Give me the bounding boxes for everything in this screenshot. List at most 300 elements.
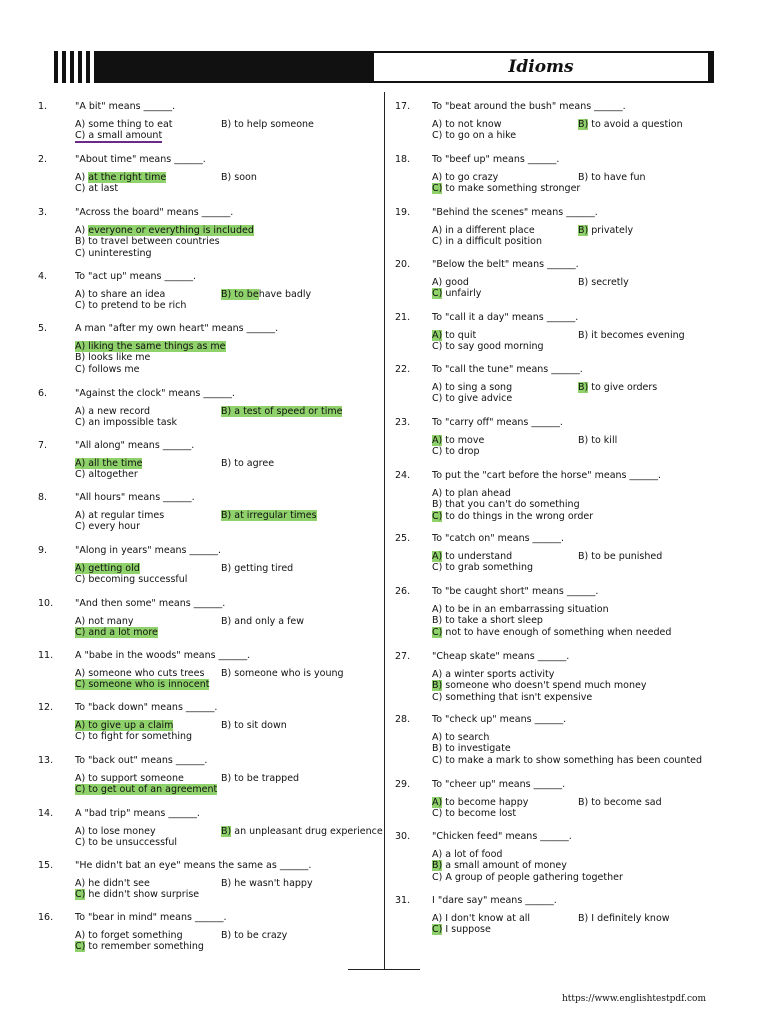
- question-number: 9.: [38, 545, 48, 556]
- option-row: [432, 680, 725, 692]
- question-item: [38, 545, 378, 586]
- answer-letter-highlight: A): [432, 550, 443, 562]
- answer-option: [75, 300, 186, 311]
- option-row: [432, 692, 725, 704]
- question-item: [38, 388, 378, 429]
- answer-letter-highlight: A): [432, 329, 443, 341]
- answer-option: [75, 341, 226, 352]
- answer-option: [432, 680, 646, 691]
- option-row: [75, 930, 378, 942]
- answer-option: [432, 277, 469, 288]
- question-item: [38, 702, 378, 743]
- question-text: "All hours" means ______.: [75, 492, 195, 503]
- answer-text: I suppose: [442, 924, 491, 935]
- option-row: [432, 913, 725, 925]
- option-row: [75, 289, 378, 301]
- question-text: "Across the board" means ______.: [75, 207, 234, 218]
- question-heading: [395, 312, 725, 324]
- option-row: [75, 406, 378, 418]
- question-heading: [395, 364, 725, 376]
- answer-text: A) to not know: [432, 118, 502, 130]
- answer-letter-highlight: A): [432, 796, 443, 808]
- answer-option: [75, 826, 156, 837]
- answer-text: unfairly: [442, 288, 482, 299]
- option-row: [75, 248, 378, 260]
- answer-option: [578, 330, 685, 342]
- option-row: [75, 352, 378, 364]
- answer-text: C) to go on a hike: [432, 130, 517, 141]
- answer-option: [432, 172, 498, 183]
- answer-letter-highlight: C): [432, 510, 443, 522]
- answer-text: C) to pretend to be rich: [75, 300, 187, 311]
- question-number: 21.: [395, 312, 411, 323]
- option-row: [432, 808, 725, 820]
- question-heading: [38, 101, 378, 113]
- answer-option: [578, 225, 633, 237]
- answer-options: [75, 458, 378, 481]
- answer-option: [432, 808, 516, 819]
- question-text: To "be caught short" means ______.: [432, 586, 599, 597]
- answer-text: B) he wasn't happy: [221, 877, 313, 889]
- answer-option: [75, 731, 192, 742]
- answer-option: [432, 130, 516, 141]
- answer-text: A) to go crazy: [432, 171, 499, 183]
- option-row: [75, 574, 378, 586]
- answer-option: [75, 510, 164, 521]
- question-heading: [38, 271, 378, 283]
- answer-option: A) everyone or everything is included: [75, 224, 254, 236]
- answer-option: [75, 469, 138, 480]
- question-item: [38, 860, 378, 901]
- question-number: 22.: [395, 364, 411, 375]
- question-text: "And then some" means ______.: [75, 598, 226, 609]
- answer-text: C) at last: [75, 183, 119, 194]
- option-row: [432, 236, 725, 248]
- option-row: [75, 225, 378, 237]
- answer-option: [432, 446, 480, 457]
- title-box: [374, 53, 708, 81]
- question-number: 16.: [38, 912, 54, 923]
- answer-option: [432, 288, 481, 299]
- question-number: 4.: [38, 271, 48, 282]
- highlighted-answer: B) at irregular times: [221, 509, 317, 521]
- option-row: [432, 849, 725, 861]
- answer-text: to understand: [442, 550, 513, 562]
- option-row: [75, 469, 378, 481]
- question-item: [395, 779, 725, 820]
- answer-text: A) not many: [75, 615, 134, 627]
- answer-text: B) it becomes evening: [578, 329, 685, 341]
- option-row: [432, 382, 725, 394]
- question-text: To "back down" means ______.: [75, 702, 218, 713]
- question-text: To "bear in mind" means ______.: [75, 912, 227, 923]
- answer-option: [432, 849, 502, 860]
- question-heading: [395, 259, 725, 271]
- answer-options: [75, 720, 378, 743]
- question-number: 7.: [38, 440, 48, 451]
- option-row: [432, 446, 725, 458]
- option-row: [432, 119, 725, 131]
- option-row: [432, 225, 725, 237]
- answer-text: A) some thing to eat: [75, 118, 173, 130]
- question-item: [395, 714, 725, 766]
- option-row: [75, 364, 378, 376]
- option-row: [75, 300, 378, 312]
- option-row: [432, 615, 725, 627]
- question-heading: [395, 714, 725, 726]
- option-row: [432, 341, 725, 353]
- answer-text: C) uninteresting: [75, 247, 152, 259]
- question-number: 29.: [395, 779, 411, 790]
- question-item: [38, 207, 378, 259]
- option-row: [75, 679, 378, 691]
- answer-text: B) soon: [221, 171, 257, 183]
- question-text: A "bad trip" means ______.: [75, 808, 200, 819]
- footer-url: https://www.englishtestpdf.com: [561, 994, 706, 1004]
- answer-option: [432, 183, 580, 194]
- question-text: "Along in years" means ______.: [75, 545, 222, 556]
- question-number: 26.: [395, 586, 411, 597]
- option-row: [432, 743, 725, 755]
- answer-options: [75, 563, 378, 586]
- answer-text: privately: [588, 224, 634, 236]
- answer-option: A) at the right time: [75, 171, 167, 183]
- answer-text: to remember something: [85, 941, 204, 952]
- answer-options: [75, 289, 378, 312]
- question-heading: [395, 895, 725, 907]
- answer-text: B) secretly: [578, 276, 629, 288]
- question-text: To put the "cart before the horse" means ______.: [432, 470, 662, 481]
- highlighted-answer: C) and a lot more: [75, 627, 158, 638]
- answer-options: [432, 551, 725, 574]
- option-row: [432, 627, 725, 639]
- answer-text: A) a winter sports activity: [432, 668, 555, 680]
- question-text: A man "after my own heart" means ______.: [75, 323, 279, 334]
- answer-option: [75, 119, 173, 130]
- option-row: [432, 435, 725, 447]
- answer-option: [75, 837, 177, 848]
- answer-text: B) to be punished: [578, 550, 663, 562]
- answer-text: C) becoming successful: [75, 574, 188, 585]
- answer-option: [75, 521, 140, 532]
- answer-text: A) a new record: [75, 405, 151, 417]
- answer-text: B) to investigate: [432, 743, 511, 754]
- question-text: "All along" means ______.: [75, 440, 195, 451]
- question-number: 13.: [38, 755, 54, 766]
- answer-option: [432, 743, 511, 754]
- answer-option: [432, 236, 542, 247]
- option-row: [75, 878, 378, 890]
- answer-option: [75, 930, 183, 941]
- question-heading: [395, 101, 725, 113]
- answer-letter-highlight: B): [578, 381, 589, 393]
- answer-option: [432, 341, 544, 352]
- question-item: [38, 492, 378, 533]
- answer-option: [432, 627, 671, 638]
- option-row: [432, 488, 725, 500]
- answer-text: C) to drop: [432, 446, 480, 457]
- question-heading: [395, 533, 725, 545]
- answer-text: to avoid a question: [588, 118, 683, 130]
- answer-option: [432, 924, 491, 935]
- answer-option: [432, 435, 484, 446]
- option-row: [75, 341, 378, 353]
- answer-text: C) A group of people gathering together: [432, 871, 623, 883]
- answer-option: B) to behave badly: [221, 288, 312, 300]
- answer-text: not to have enough of something when needed: [442, 626, 672, 638]
- answer-options: [432, 277, 725, 300]
- answer-text: B) to sit down: [221, 719, 287, 731]
- highlighted-answer: at the right time: [88, 171, 167, 183]
- answer-option: [432, 755, 702, 766]
- question-number: 20.: [395, 259, 411, 270]
- answer-option: [75, 574, 187, 585]
- question-text: A "babe in the woods" means ______.: [75, 650, 251, 661]
- question-heading: [38, 860, 378, 872]
- question-number: 18.: [395, 154, 411, 165]
- highlighted-answer: A) liking the same things as me: [75, 340, 226, 352]
- answer-options: [75, 878, 378, 901]
- highlighted-answer: A) getting old: [75, 562, 140, 574]
- answer-letter-highlight: B): [432, 860, 443, 871]
- answer-option: [75, 364, 139, 375]
- answer-option: [578, 119, 683, 131]
- question-text: To "carry off" means ______.: [432, 417, 563, 428]
- answer-text: A) to forget something: [75, 929, 183, 941]
- answer-letter-highlight: B): [221, 825, 232, 837]
- answer-option: [75, 616, 134, 627]
- answer-option: [75, 773, 184, 784]
- answer-text: A) in a different place: [432, 224, 535, 236]
- option-row: [432, 288, 725, 300]
- answer-option: [578, 551, 662, 563]
- answer-option: [75, 784, 217, 795]
- answer-option: [221, 563, 293, 575]
- question-heading: [38, 440, 378, 452]
- page-title: Idioms: [508, 57, 574, 77]
- option-row: [75, 773, 378, 785]
- question-number: 17.: [395, 101, 411, 112]
- question-text: "About time" means ______.: [75, 154, 206, 165]
- answer-options: [75, 510, 378, 533]
- option-row: [432, 130, 725, 142]
- answer-option: [432, 604, 609, 615]
- question-number: 12.: [38, 702, 54, 713]
- answer-text: B) looks like me: [75, 352, 151, 363]
- question-text: "Against the clock" means ______.: [75, 388, 235, 399]
- question-heading: [395, 470, 725, 482]
- answer-letter-highlight: B): [578, 118, 589, 130]
- answer-text: B) to become sad: [578, 796, 662, 808]
- question-text: "A bit" means ______.: [75, 101, 176, 112]
- answer-text: A) to share an idea: [75, 288, 166, 300]
- answer-option: [578, 797, 662, 809]
- answer-letter-highlight: A): [432, 434, 443, 446]
- answer-letter-highlight: B): [578, 224, 589, 236]
- answer-option: [432, 511, 593, 522]
- answer-option: [432, 732, 489, 743]
- answer-option: [432, 860, 567, 871]
- answer-text: A) good: [432, 276, 469, 288]
- answer-text: C) to be unsuccessful: [75, 837, 178, 848]
- column-divider: [384, 92, 385, 970]
- answer-text: A) he didn't see: [75, 877, 150, 889]
- option-row: [432, 551, 725, 563]
- question-text: To "act up" means ______.: [75, 271, 197, 282]
- question-number: 28.: [395, 714, 411, 725]
- answer-option: [75, 563, 140, 574]
- answer-options: [432, 849, 725, 884]
- answer-options: [432, 488, 725, 523]
- answer-option: [432, 797, 528, 808]
- answer-text: C) every hour: [75, 521, 140, 532]
- option-row: [75, 720, 378, 732]
- answer-text: C) to say good morning: [432, 341, 544, 352]
- answer-text: A) to support someone: [75, 772, 184, 784]
- answer-option: [75, 679, 209, 690]
- question-item: [38, 912, 378, 953]
- answer-option: [432, 692, 592, 703]
- question-heading: [38, 755, 378, 767]
- option-row: [432, 872, 725, 884]
- question-item: [38, 808, 383, 849]
- question-item: [395, 154, 725, 195]
- answer-text: B) to take a short sleep: [432, 615, 543, 626]
- answer-text: A) a lot of food: [432, 848, 503, 860]
- answer-option: [221, 668, 344, 680]
- question-heading: [38, 912, 378, 924]
- question-number: 23.: [395, 417, 411, 428]
- header-stripes: [54, 51, 102, 83]
- option-row: [75, 941, 378, 953]
- question-text: "Behind the scenes" means ______.: [432, 207, 598, 218]
- answer-text: B) to travel between countries: [75, 236, 220, 247]
- answer-text: A) to be in an embarrassing situation: [432, 603, 609, 615]
- answer-options: [75, 773, 378, 796]
- option-row: [432, 669, 725, 681]
- question-text: To "beat around the bush" means ______.: [432, 101, 626, 112]
- answer-text: A) to sing a song: [432, 381, 513, 393]
- highlighted-answer: A) all the time: [75, 457, 143, 469]
- highlighted-answer: B) to be: [221, 288, 259, 300]
- option-row: [75, 784, 378, 796]
- answer-option: [432, 119, 501, 130]
- option-row: [432, 860, 725, 872]
- answer-text: B) and only a few: [221, 615, 305, 627]
- answer-option: [221, 826, 383, 838]
- option-row: [75, 731, 378, 743]
- answer-option: [75, 668, 204, 679]
- answer-options: [432, 669, 725, 704]
- question-text: To "call the tune" means ______.: [432, 364, 583, 375]
- answer-text: a small amount of money: [442, 860, 567, 871]
- answer-text: C) follows me: [75, 363, 140, 375]
- answer-option: [432, 913, 530, 924]
- option-row: [432, 172, 725, 184]
- option-row: [432, 330, 725, 342]
- question-item: [38, 154, 378, 195]
- option-row: [75, 119, 378, 131]
- answer-text: B) to be crazy: [221, 929, 288, 941]
- answer-option: [432, 488, 511, 499]
- question-heading: [395, 779, 725, 791]
- question-heading: [38, 808, 378, 820]
- question-number: 1.: [38, 101, 48, 112]
- option-row: [75, 563, 378, 575]
- option-row: [432, 797, 725, 809]
- answer-text: A) to plan ahead: [432, 487, 511, 499]
- answer-text: A) to lose money: [75, 825, 156, 837]
- answer-text: to make something stronger: [442, 183, 581, 194]
- answer-options: [432, 435, 725, 458]
- answer-options: [432, 382, 725, 405]
- question-heading: [38, 323, 378, 335]
- question-item: [395, 207, 725, 248]
- question-item: [395, 364, 725, 405]
- question-number: 30.: [395, 831, 411, 842]
- option-row: [75, 627, 378, 639]
- question-number: 31.: [395, 895, 411, 906]
- answer-option: [221, 458, 274, 470]
- question-item: [38, 598, 378, 639]
- answer-options: [75, 930, 378, 953]
- question-item: [395, 259, 725, 300]
- option-row: [75, 130, 378, 142]
- answer-options: [432, 330, 725, 353]
- option-row: [432, 183, 725, 195]
- answer-letter-highlight: C): [75, 889, 86, 900]
- question-heading: [38, 598, 378, 610]
- answer-option: [75, 406, 150, 417]
- answer-option: [432, 499, 580, 510]
- answer-option: [578, 913, 670, 925]
- question-text: "Below the belt" means ______.: [432, 259, 579, 270]
- answer-letter-highlight: C): [432, 924, 443, 935]
- question-heading: [38, 545, 378, 557]
- answer-option: [221, 930, 287, 942]
- answer-text: B) to be trapped: [221, 772, 300, 784]
- question-number: 3.: [38, 207, 48, 218]
- question-text: To "beef up" means ______.: [432, 154, 560, 165]
- answer-text: A) I don't know at all: [432, 912, 531, 924]
- answer-text: C) to give advice: [432, 393, 513, 404]
- answer-text: B) to help someone: [221, 118, 314, 130]
- answer-options: [75, 668, 378, 691]
- option-row: [75, 889, 378, 901]
- question-item: [395, 651, 725, 703]
- question-text: To "check up" means ______.: [432, 714, 567, 725]
- answer-text: someone who doesn't spend much money: [442, 680, 647, 691]
- answer-option: [578, 277, 629, 289]
- question-item: [395, 470, 725, 522]
- answer-option: [432, 330, 476, 341]
- option-row: [75, 521, 378, 533]
- question-item: [395, 586, 725, 638]
- answer-option: [75, 627, 158, 638]
- highlighted-answer: C) to get out of an agreement: [75, 784, 218, 795]
- question-text: To "call it a day" means ______.: [432, 312, 579, 323]
- question-heading: [38, 154, 378, 166]
- question-heading: [395, 417, 725, 429]
- question-text: "Chicken feed" means ______.: [432, 831, 572, 842]
- option-row: [75, 510, 378, 522]
- answer-option: [75, 458, 142, 469]
- answer-text: C) to make a mark to show something has been counted: [432, 754, 703, 766]
- option-row: [75, 825, 383, 838]
- answer-text: B) someone who is young: [221, 667, 344, 679]
- option-row: [75, 458, 378, 470]
- answer-options: [432, 172, 725, 195]
